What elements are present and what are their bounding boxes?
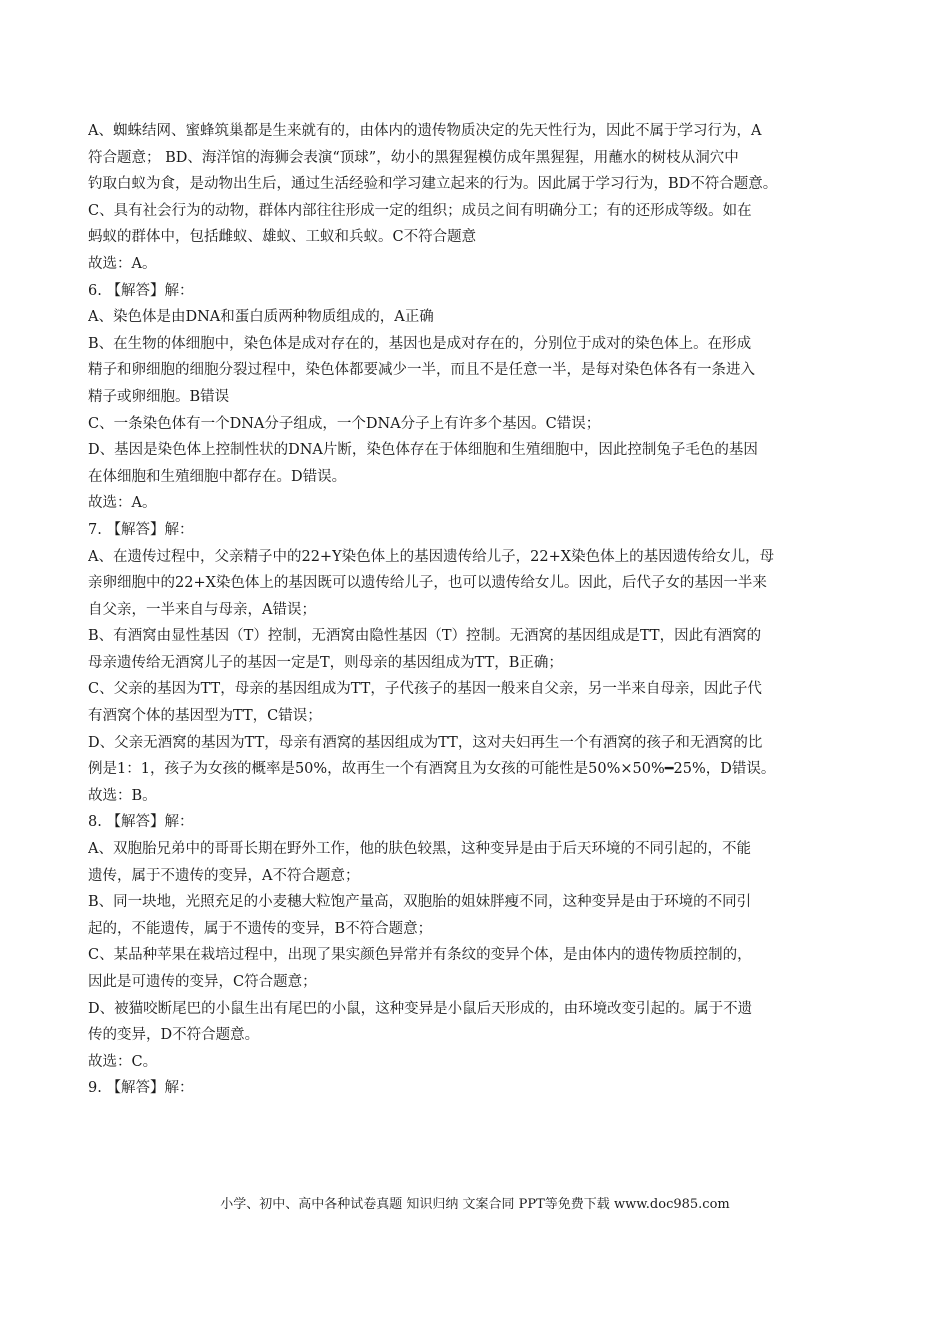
text-line: C、父亲的基因为TT，母亲的基因组成为TT，子代孩子的基因一般来自父亲，另一半来自母亲，因此子代: [88, 681, 762, 698]
text-line: 7. 【解答】解：: [88, 521, 194, 538]
text-line: 精子或卵细胞。B错误: [88, 388, 230, 405]
text-line: B、有酒窝由显性基因（T）控制，无酒窝由隐性基因（T）控制。无酒窝的基因组成是TT，因此有酒窝的: [88, 628, 762, 645]
text-line: 蚂蚁的群体中，包括雌蚁、雄蚁、工蚁和兵蚁。C不符合题意: [88, 229, 477, 246]
text-line: A、在遗传过程中，父亲精子中的22+Y染色体上的基因遗传给儿子，22+X染色体上的基因遗传给女儿，母: [88, 548, 775, 565]
text-line: B、在生物的体细胞中，染色体是成对存在的，基因也是成对存在的，分别位于成对的染色体上。在形成: [88, 335, 752, 352]
text-line: 在体细胞和生殖细胞中都存在。D错误。: [88, 468, 347, 485]
text-line: 6. 【解答】解：: [88, 282, 194, 299]
text-line: A、双胞胎兄弟中的哥哥长期在野外工作，他的肤色较黑，这种变异是由于后天环境的不同引起的，不能: [88, 841, 751, 858]
text-line: B、同一块地，光照充足的小麦穗大粒饱产量高，双胞胎的姐妹胖瘦不同，这种变异是由于环境的不同引: [88, 894, 752, 911]
text-line: 母亲遗传给无酒窝儿子的基因一定是T，则母亲的基因组成为TT，B正确；: [88, 654, 563, 671]
text-line: C、具有社会行为的动物，群体内部往往形成一定的组织；成员之间有明确分工；有的还形成等级。如在: [88, 202, 752, 219]
text-line: 故选：C。: [88, 1053, 158, 1070]
text-line: 故选：A。: [88, 495, 157, 512]
text-line: 9. 【解答】解：: [88, 1080, 194, 1097]
text-line: C、一条染色体有一个DNA分子组成，一个DNA分子上有许多个基因。C错误；: [88, 415, 601, 432]
text-line: A、蜘蛛结网、蜜蜂筑巢都是生来就有的，由体内的遗传物质决定的先天性行为，因此不属于学习行为，A: [88, 123, 762, 139]
text-line: 亲卵细胞中的22+X染色体上的基因既可以遗传给儿子，也可以遗传给女儿。因此，后代子女的基因一半来: [88, 575, 767, 592]
text-line: 起的，不能遗传，属于不遗传的变异，B不符合题意；: [88, 920, 433, 937]
text-line: D、被猫咬断尾巴的小鼠生出有尾巴的小鼠，这种变异是小鼠后天形成的，由环境改变引起的。属于不遗: [88, 1000, 753, 1017]
text-line: 自父亲，一半来自与母亲，A错误；: [88, 601, 316, 618]
text-line: 例是1：1，孩子为女孩的概率是50%，故再生一个有酒窝且为女孩的可能性是50%×50%━25%，D错误。: [88, 761, 776, 778]
text-line: 遗传，属于不遗传的变异，A不符合题意；: [88, 867, 360, 884]
answer-explanations: [88, 118, 878, 1102]
text-line: 故选：A。: [88, 255, 157, 272]
text-line: 有酒窝个体的基因型为TT，C错误；: [88, 708, 322, 725]
text-line: 钓取白蚁为食，是动物出生后，通过生活经验和学习建立起来的行为。因此属于学习行为，BD不符合题意。: [88, 176, 778, 193]
text-line: 故选：B。: [88, 787, 157, 804]
text-line: D、基因是染色体上控制性状的DNA片断，染色体存在于体细胞和生殖细胞中，因此控制兔子毛色的基因: [88, 442, 758, 459]
page-footer: 小学、初中、高中各种试卷真题 知识归纳 文案合同 PPT等免费下载 www.doc985.com: [220, 1197, 730, 1212]
text-line: 因此是可遗传的变异，C符合题意；: [88, 974, 317, 990]
text-line: 精子和卵细胞的细胞分裂过程中，染色体都要减少一半，而且不是任意一半，是每对染色体各有一条进入: [88, 362, 755, 379]
text-line: 8. 【解答】解：: [88, 814, 194, 831]
text-line: 符合题意； BD、海洋馆的海狮会表演“顶球”，幼小的黑猩猩模仿成年黑猩猩，用蘸水的树枝从洞穴中: [88, 149, 739, 166]
text-line: D、父亲无酒窝的基因为TT，母亲有酒窝的基因组成为TT，这对夫妇再生一个有酒窝的孩子和无酒窝的比: [88, 734, 763, 751]
text-line: C、某品种苹果在栽培过程中，出现了果实颜色异常并有条纹的变异个体，是由体内的遗传物质控制的，: [88, 947, 752, 964]
text-line: 传的变异，D不符合题意。: [88, 1027, 260, 1044]
text-line: A、染色体是由DNA和蛋白质两种物质组成的，A正确: [88, 309, 434, 326]
